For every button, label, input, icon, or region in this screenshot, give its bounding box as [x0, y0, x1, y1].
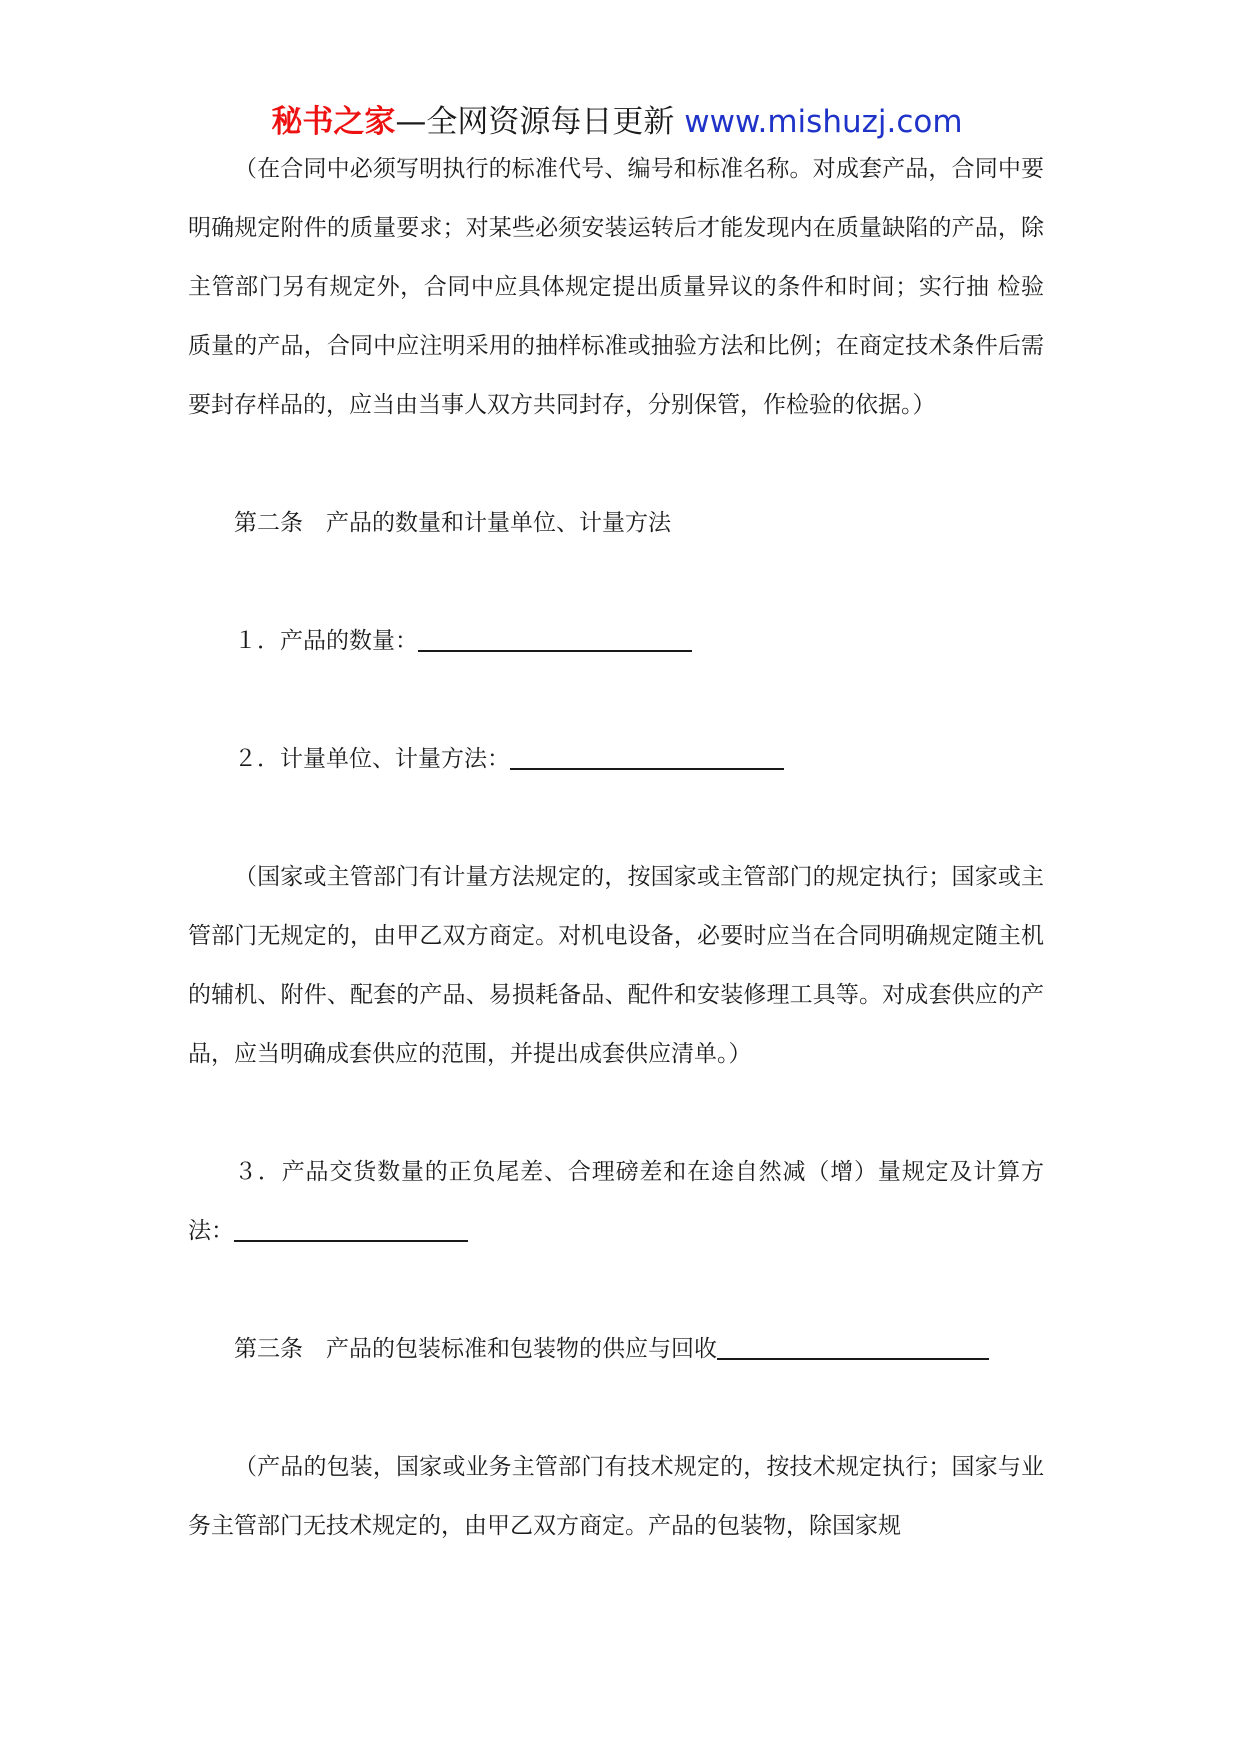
spacer [188, 435, 1044, 494]
packaging-blank-field[interactable] [717, 1332, 989, 1360]
page-header [0, 102, 1234, 142]
article-2-title: 第二条 产品的数量和计量单位、计量方法 [234, 510, 671, 536]
spacer [188, 1084, 1044, 1143]
article-3-title: 第三条 产品的包装标准和包装物的供应与回收 [234, 1336, 717, 1362]
spacer [188, 1261, 1044, 1320]
package-note-paragraph: （产品的包装，国家或业务主管部门有技术规定的，按技术规定执行；国家与业务主管部门无技术规定的，由甲乙双方商定。产品的包装物，除国家规 [188, 1454, 1044, 1539]
item-2-line [188, 730, 1044, 789]
item-1-line [188, 612, 1044, 671]
measure-note-paragraph: （国家或主管部门有计量方法规定的，按国家或主管部门的规定执行；国家或主管部门无规定的，由甲乙双方商定。对机电设备，必要时应当在合同明确规定随主机的辅机、附件、配套的产品、易损耗备品、配件和安装修理工具等。对成套供应的产品，应当明确成套供应的范围，并提出成套供应清单。） [188, 864, 1044, 1067]
spacer [188, 1379, 1044, 1438]
quantity-blank-field[interactable] [418, 624, 692, 652]
spacer [188, 789, 1044, 848]
tolerance-method-blank-field[interactable] [234, 1214, 468, 1242]
document-body [188, 140, 1044, 1556]
header-url-link[interactable]: www.mishuzj.com [684, 104, 963, 140]
item-3-line [188, 1143, 1044, 1261]
item-2-label: ２．计量单位、计量方法： [234, 746, 510, 772]
unit-method-blank-field[interactable] [510, 742, 784, 770]
item-1-label: １．产品的数量： [234, 628, 418, 654]
header-tagline: —全网资源每日更新 [395, 104, 685, 140]
item-3-label: ３．产品交货数量的正负尾差、合理磅差和在途自然减（增）量规定及计算方法： [188, 1159, 1044, 1244]
quality-note-paragraph: （在合同中必须写明执行的标准代号、编号和标准名称。对成套产品，合同中要明确规定附件的质量要求；对某些必须安装运转后才能发现内在质量缺陷的产品，除主管部门另有规定外，合同中应具体规定提出质量异议的条件和时间；实行抽 检验质量的产品，合同中应注明采用的抽样标准或抽验方法和比例；在商定技术条件后需要封存样品的，应当由当事人双方共同封存，分别保管，作检验的依据。） [188, 156, 1044, 418]
spacer [188, 553, 1044, 612]
spacer [188, 671, 1044, 730]
article-3-line [188, 1320, 1044, 1379]
header-brand: 秘书之家 [271, 104, 396, 140]
